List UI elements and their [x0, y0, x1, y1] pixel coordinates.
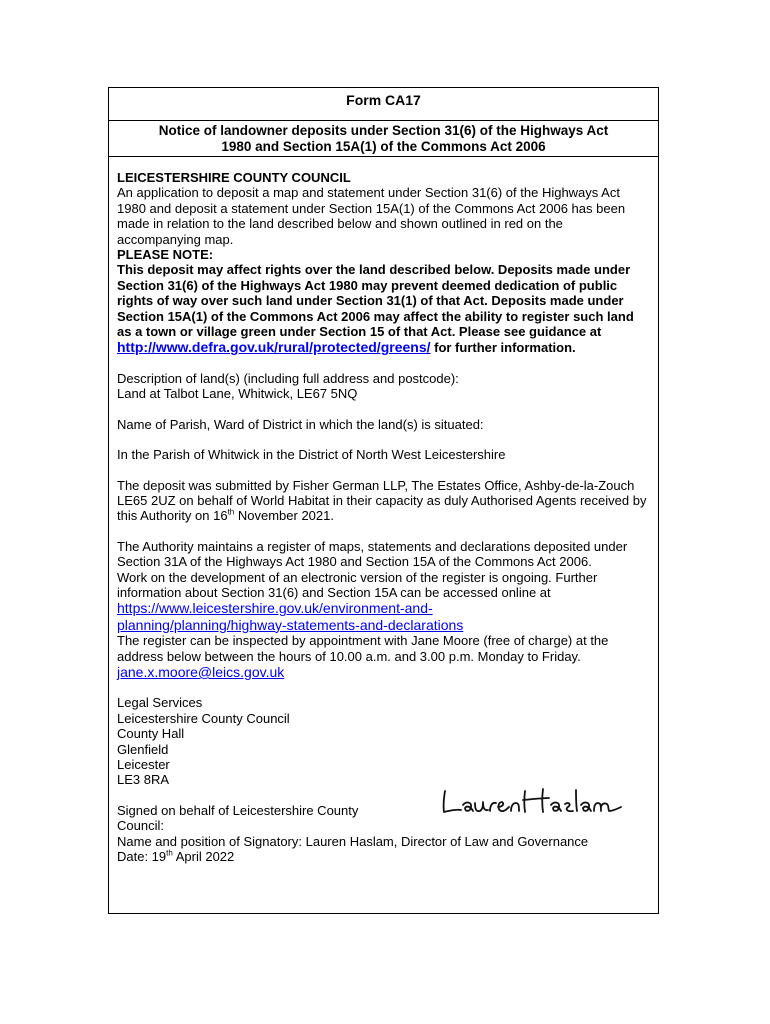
- spacer: [117, 402, 650, 417]
- parish-value: In the Parish of Whitwick in the District of North West Leicestershire: [117, 447, 506, 463]
- register-link-line: [117, 600, 650, 633]
- electronic-register-paragraph: Work on the development of an electronic version of the register is ongoing. Further information about Section 31(6) and Section 15A can be accessed online at: [117, 569, 598, 600]
- register-paragraph: The Authority maintains a register of maps, statements and declarations deposited under Section 31A of the Highways Act 1980 and Section 15A of the Commons Act 2006.: [117, 538, 628, 570]
- date-prefix: Date: 19: [117, 849, 167, 865]
- intro-paragraph: An application to deposit a map and statement under Section 31(6) of the Highways Act 1980 and deposit a statement under Section 15A(1) of the Commons Act 2006 has been made in relation to the land described below and shown outlined in red on the accompanying map.: [117, 185, 626, 247]
- email-line: [117, 664, 650, 680]
- notice-heading-line1: Notice of landowner deposits under Section 31(6) of the Highways Act: [158, 123, 609, 138]
- signature-row: [117, 803, 650, 818]
- guidance-suffix: for further information.: [430, 340, 576, 356]
- deposit-text: The deposit was submitted by Fisher German LLP, The Estates Office, Ashby-de-la-Zouch LE65 2UZ on behalf of World Habitat in their capacity as duly Authorised Agents received by this Authority on 16: [117, 477, 647, 524]
- deposit-date-suffix: th: [227, 507, 235, 517]
- inspect-paragraph: The register can be inspected by appointment with Jane Moore (free of charge) at the address below between the hours of 10.00 a.m. and 3.00 p.m. Monday to Friday.: [117, 633, 609, 664]
- email-link[interactable]: jane.x.moore@leics.gov.uk: [117, 663, 285, 680]
- note-label: PLEASE NOTE:: [117, 247, 214, 263]
- signed-line2: Council:: [117, 818, 164, 834]
- guidance-line: [117, 339, 650, 355]
- parish-label: Name of Parish, Ward of District in which the land(s) is situated:: [117, 416, 484, 432]
- deposit-text-end: November 2021.: [234, 508, 334, 524]
- address-line: Legal Services: [117, 695, 203, 711]
- address-line: Glenfield: [117, 741, 169, 757]
- spacer: [117, 356, 650, 371]
- notice-heading: [109, 121, 658, 157]
- spacer: [117, 463, 650, 478]
- notice-body: [109, 157, 658, 864]
- spacer: [117, 680, 650, 695]
- guidance-link[interactable]: http://www.defra.gov.uk/rural/protected/greens/: [117, 339, 431, 356]
- deposit-paragraph: [117, 478, 650, 524]
- address-line: LE3 8RA: [117, 772, 170, 788]
- address-line: County Hall: [117, 726, 185, 742]
- register-link-part1: https://www.leicestershire.gov.uk/environment-and-: [117, 600, 433, 617]
- form-ca17: [108, 87, 659, 914]
- address-line: Leicestershire County Council: [117, 710, 290, 726]
- date-month-year: April 2022: [172, 849, 235, 865]
- date-line: [117, 849, 650, 864]
- council-name: LEICESTERSHIRE COUNTY COUNCIL: [117, 170, 351, 185]
- land-value: Land at Talbot Lane, Whitwick, LE67 5NQ: [117, 386, 358, 402]
- note-text: This deposit may affect rights over the land described below. Deposits made under Section 31(6) of the Highways Act 1980 may prevent deemed dedication of public rights of way over such land under Section 31(1) of that Act. Deposits made under Section 15A(1) of the Commons Act 2006 may affect the ability to register such land as a town or village green under Section 15 of that Act. Please see guidance at: [117, 262, 634, 340]
- spacer: [117, 524, 650, 539]
- spacer: [117, 432, 650, 447]
- signatory-line: Name and position of Signatory: Lauren Haslam, Director of Law and Governance: [117, 833, 589, 849]
- land-label: Description of land(s) (including full address and postcode):: [117, 370, 459, 386]
- date-suffix-sup: th: [166, 848, 173, 858]
- register-link-part2: planning/planning/highway-statements-and-declarations: [117, 616, 464, 633]
- register-link[interactable]: [117, 600, 463, 632]
- notice-heading-line2: 1980 and Section 15A(1) of the Commons Act 2006: [221, 139, 546, 154]
- handwritten-signature: [439, 785, 637, 819]
- address-line: Leicester: [117, 757, 170, 772]
- form-number: Form CA17: [109, 88, 658, 121]
- signed-line1: Signed on behalf of Leicestershire County: [117, 802, 359, 818]
- address-block: [117, 695, 650, 787]
